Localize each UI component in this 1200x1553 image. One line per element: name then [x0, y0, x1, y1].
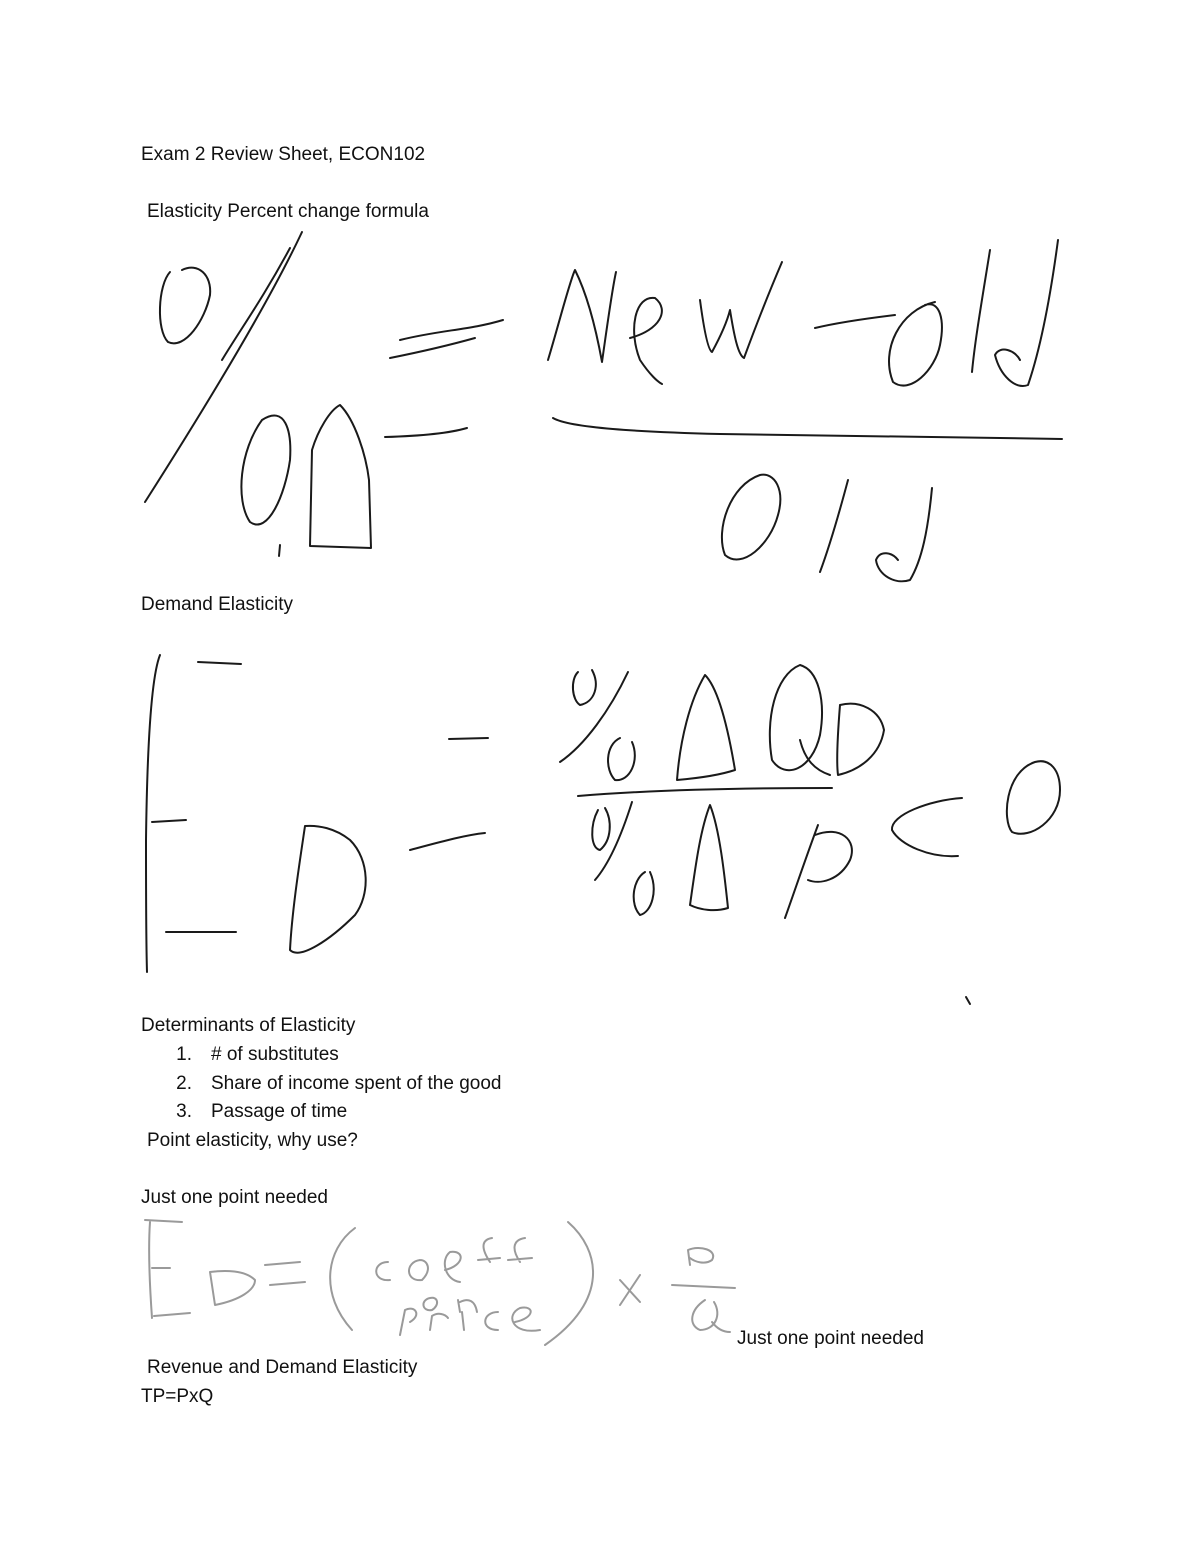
handwritten-demand-elasticity-formula: [146, 655, 1060, 1004]
ink-gray-on: [423, 1298, 477, 1312]
ink-den-percent-circle: [592, 808, 610, 850]
ink-eq-bottom: [410, 833, 485, 850]
ink-letter-D: [290, 826, 366, 953]
list-number: 2.: [176, 1073, 192, 1094]
ink-num-D: [837, 704, 884, 775]
ink-equals-top: [400, 320, 503, 340]
point-elasticity-question: Point elasticity, why use?: [147, 1130, 358, 1151]
revenue-heading: Revenue and Demand Elasticity: [147, 1357, 418, 1378]
ink-gray-eq: [265, 1262, 305, 1285]
list-number: 3.: [176, 1101, 192, 1122]
ink-less-than: [892, 798, 962, 856]
ink-letter-E-spine: [146, 655, 160, 972]
ink-ed-fraction-bar: [578, 788, 832, 796]
point-elasticity-answer: Just one point needed: [141, 1187, 328, 1208]
ink-gray-E-bottom: [154, 1313, 190, 1316]
ink-den-P: [785, 825, 852, 918]
ink-delta-left-loop: [241, 416, 290, 525]
ink-percent-top-circle: [160, 268, 210, 344]
list-item: # of substitutes: [211, 1044, 339, 1065]
ink-gray-E-spine: [149, 1222, 152, 1318]
ink-percent-slash-2: [222, 248, 290, 360]
ink-gray-coeff: [376, 1238, 532, 1282]
ink-num-percent-circle: [573, 670, 596, 705]
handwritten-percent-change-formula: [145, 232, 1062, 581]
ink-letter-o: [889, 302, 942, 386]
ink-zero: [1007, 761, 1060, 834]
ink-den-delta: [690, 805, 728, 910]
ink-letter-N: [548, 270, 616, 362]
ink-denom-d: [876, 488, 932, 581]
list-item: Share of income spent of the good: [211, 1073, 502, 1094]
ink-delta-tick: [279, 545, 280, 556]
total-revenue-formula: TP=PxQ: [141, 1386, 214, 1407]
ink-gray-Q: [692, 1300, 730, 1332]
ink-num-percent-slash: [560, 672, 628, 762]
ink-gray-rparen: [545, 1222, 593, 1345]
ink-gray-price: [400, 1308, 540, 1335]
ink-eq-top: [449, 738, 488, 739]
ink-den-percent-slash: [595, 802, 632, 880]
ink-gray-times: [620, 1275, 640, 1305]
determinants-heading: Determinants of Elasticity: [141, 1015, 356, 1036]
ink-gray-D: [210, 1271, 255, 1305]
ink-letter-d: [995, 240, 1058, 386]
ink-gray-E-top: [145, 1220, 182, 1222]
ink-num-Q: [770, 665, 830, 775]
ink-denom-o: [722, 475, 780, 560]
ink-fraction-bar: [553, 418, 1062, 439]
ink-gray-P: [688, 1248, 713, 1265]
ink-denom-l: [820, 480, 848, 572]
ink-den-percent-dot: [634, 872, 654, 915]
ink-stray-mark: [966, 997, 970, 1004]
document-title: Exam 2 Review Sheet, ECON102: [141, 144, 426, 165]
ink-letter-l: [972, 250, 990, 372]
ink-gray-lparen: [330, 1228, 355, 1330]
ink-letter-E-mid: [152, 820, 186, 822]
ink-gray-fraction-bar: [672, 1285, 735, 1288]
ink-letter-e: [630, 298, 662, 384]
ink-minus: [815, 315, 895, 328]
percent-change-heading: Elasticity Percent change formula: [147, 201, 429, 222]
ink-equals-mid: [390, 338, 475, 358]
ink-letter-w: [700, 262, 782, 358]
point-elasticity-answer-repeat: Just one point needed: [737, 1328, 924, 1349]
ink-equals-low: [385, 428, 467, 437]
ink-percent-slash: [145, 232, 302, 502]
ink-num-delta: [677, 675, 735, 780]
handwritten-point-elasticity-formula: [145, 1220, 735, 1345]
demand-elasticity-heading: Demand Elasticity: [141, 594, 294, 615]
ink-num-percent-dot: [608, 738, 635, 780]
ink-delta-body: [310, 405, 371, 548]
list-item: Passage of time: [211, 1101, 348, 1122]
ink-letter-E-top: [198, 662, 241, 664]
list-number: 1.: [176, 1044, 192, 1065]
